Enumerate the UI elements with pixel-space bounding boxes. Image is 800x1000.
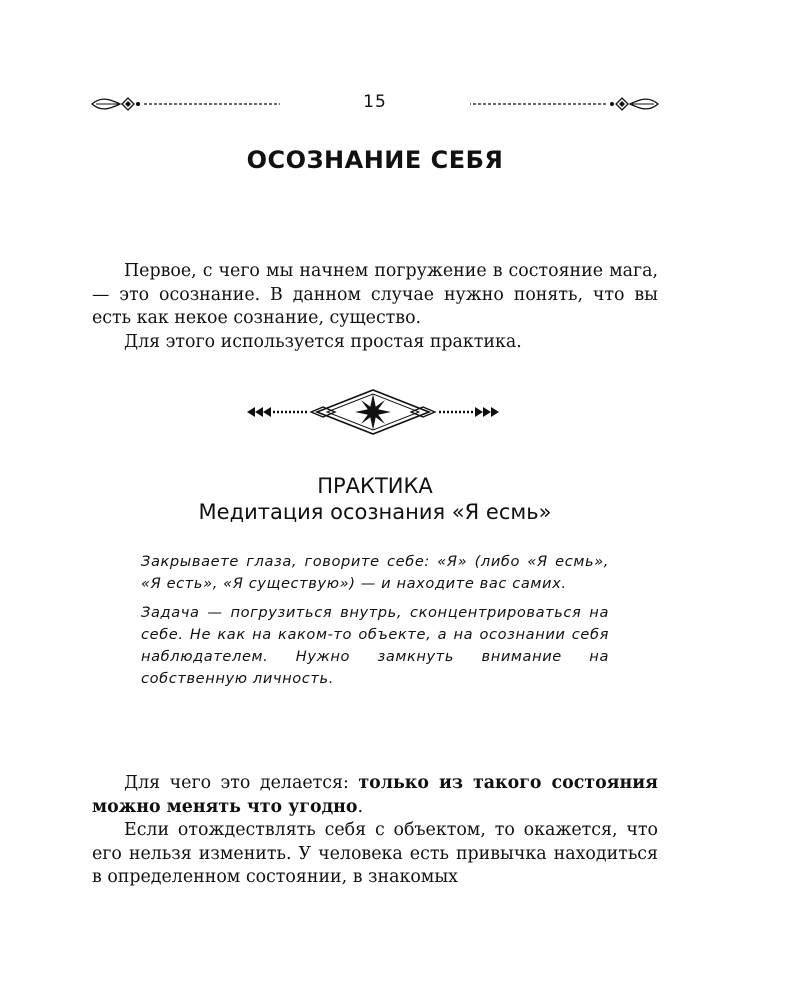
conclusion-end: . bbox=[357, 796, 364, 817]
practice-body bbox=[141, 551, 609, 697]
practice-heading bbox=[0, 473, 750, 525]
conclusion-lead: Для чего это делается: bbox=[124, 773, 359, 793]
conclusion-bold: только из такого состояния можно менять что угодно bbox=[92, 773, 658, 817]
star-diamond-ornament-icon bbox=[245, 388, 501, 436]
leaf-ornament-icon bbox=[468, 96, 660, 112]
practice-title: Медитация осознания «Я есмь» bbox=[198, 500, 552, 524]
chapter-title: ОСОЗНАНИЕ СЕБЯ bbox=[246, 146, 504, 174]
intro-text bbox=[92, 260, 658, 354]
running-header bbox=[90, 92, 660, 116]
practice-paragraph: Закрываете глаза, говорите себе: «Я» (либо «Я есмь», «Я есть», «Я существую») — и находите вас самих. bbox=[141, 553, 609, 592]
conclusion-paragraph bbox=[92, 772, 658, 819]
intro-paragraph: Первое, с чего мы начнем погружение в состояние мага, — это осознание. В данном случае нужно понять, что вы есть как некое сознание, существо. bbox=[92, 261, 658, 328]
page-number: 15 bbox=[363, 92, 387, 112]
practice-label: ПРАКТИКА bbox=[317, 474, 433, 498]
intro-paragraph: Для этого используется простая практика. bbox=[124, 331, 522, 352]
conclusion-paragraph: Если отождествлять себя с объектом, то окажется, что его нельзя изменить. У человека есть привычка находиться в определенном состоянии, в знакомых bbox=[92, 820, 658, 887]
practice-paragraph: Задача — погрузиться внутрь, сконцентрироваться на себе. Не как на каком-то объекте, а на осознании себя наблюдателем. Нужно замкнуть внимание на собственную личность. bbox=[141, 604, 609, 687]
conclusion-text bbox=[92, 772, 658, 890]
